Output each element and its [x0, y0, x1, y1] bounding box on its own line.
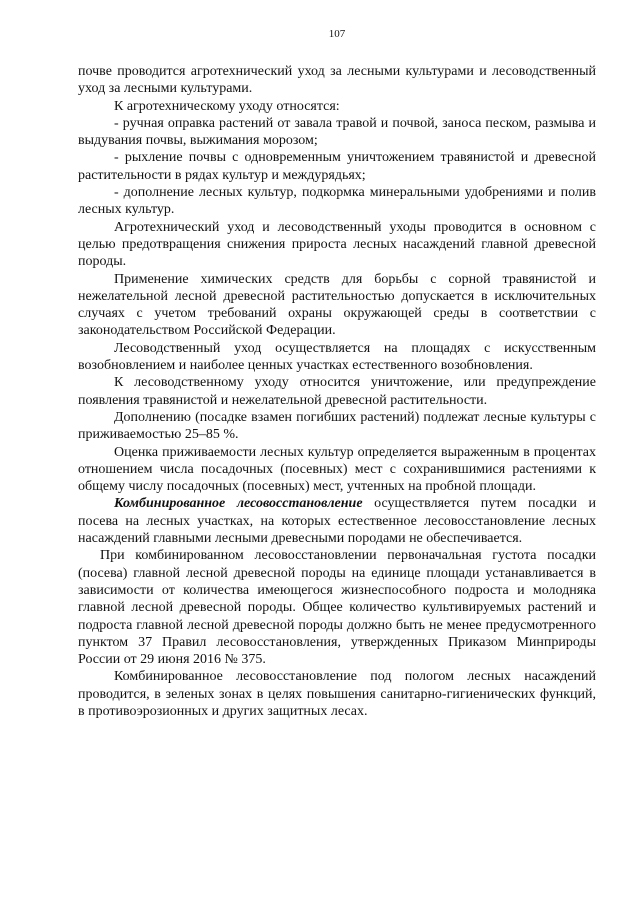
paragraph-under-canopy: Комбинированное лесовосстановление под пологом лесных насаждений проводится, в зеленых зонах в целях повышения санитарно-гигиенических функций, в противоэрозионных и других защитных лесах.	[78, 669, 596, 719]
paragraph-combined-reforestation	[78, 495, 596, 547]
list-item-supplementing: - дополнение лесных культур, подкормка минеральными удобрениями и полив лесных культур.	[78, 185, 596, 218]
paragraph-agro-heading: К агротехническому уходу относятся:	[114, 98, 340, 114]
paragraph-chemicals: Применение химических средств для борьбы с сорной травянистой и нежелательной лесной древесной растительностью допускается в исключительных случаях с учетом требований охраны окружающей среды в соответствии с законодательством Российской Федерации.	[78, 271, 596, 339]
paragraph-silvicultural-definition: К лесоводственному уходу относится уничтожение, или предупреждение появления травянистой и нежелательной древесной растительности.	[78, 375, 596, 408]
paragraph-survival-assessment: Оценка приживаемости лесных культур определяется выраженным в процентах отношением числа посадочных (посевных) мест с сохранившимися растениями к общему числу посадочных (посевных) мест, учтенных на пробной площади.	[78, 444, 596, 495]
page-number: 107	[328, 28, 346, 40]
paragraph-silvicultural-care: Лесоводственный уход осуществляется на площадях с искусственным возобновлением и наиболее ценных участках естественного возобновления.	[78, 340, 596, 374]
list-item-manual-correction: - ручная оправка растений от завала травой и почвой, заноса песком, размыва и выдувания почвы, выжимания морозом;	[78, 115, 596, 149]
paragraph-planting-density: При комбинированном лесовосстановлении первоначальная густота посадки (посева) главной лесной древесной породы на единице площади устанавливается в зависимости от количества имеющегося жизнеспособного подроста и молодняка главной лесной древесной породы. Общее количество культивируемых растений и подроста главной лесной древесной породы должно быть не менее предусмотренного пунктом 37 Правил лесовосстановления, утвержденных Приказом Минприроды России от 29 июня 2016 № 375.	[78, 548, 596, 668]
document-page	[78, 28, 596, 720]
paragraph-supplementing: Дополнению (посадке взамен погибших растений) подлежат лесные культуры с приживаемостью 25–85 %.	[78, 409, 596, 443]
paragraph-intro: почве проводится агротехнический уход за лесными культурами и лесоводственный уход за лесными культурами.	[78, 64, 596, 97]
paragraph-care-purpose: Агротехнический уход и лесоводственный уходы проводится в основном с целью предотвращения снижения прироста лесных насаждений главной древесной породы.	[78, 219, 596, 270]
paragraph-combined-text: осуществляется путем посадки и посева на лесных участках, на которых естественное лесовосстановление лесных насаждений главными лесными древесными породами не обеспечивается.	[78, 496, 596, 547]
term-combined-reforestation: Комбинированное лесовосстановление	[114, 496, 363, 512]
list-item-loosening: - рыхление почвы с одновременным уничтожением травянистой и древесной растительности в рядах культур и междурядьях;	[78, 150, 596, 183]
